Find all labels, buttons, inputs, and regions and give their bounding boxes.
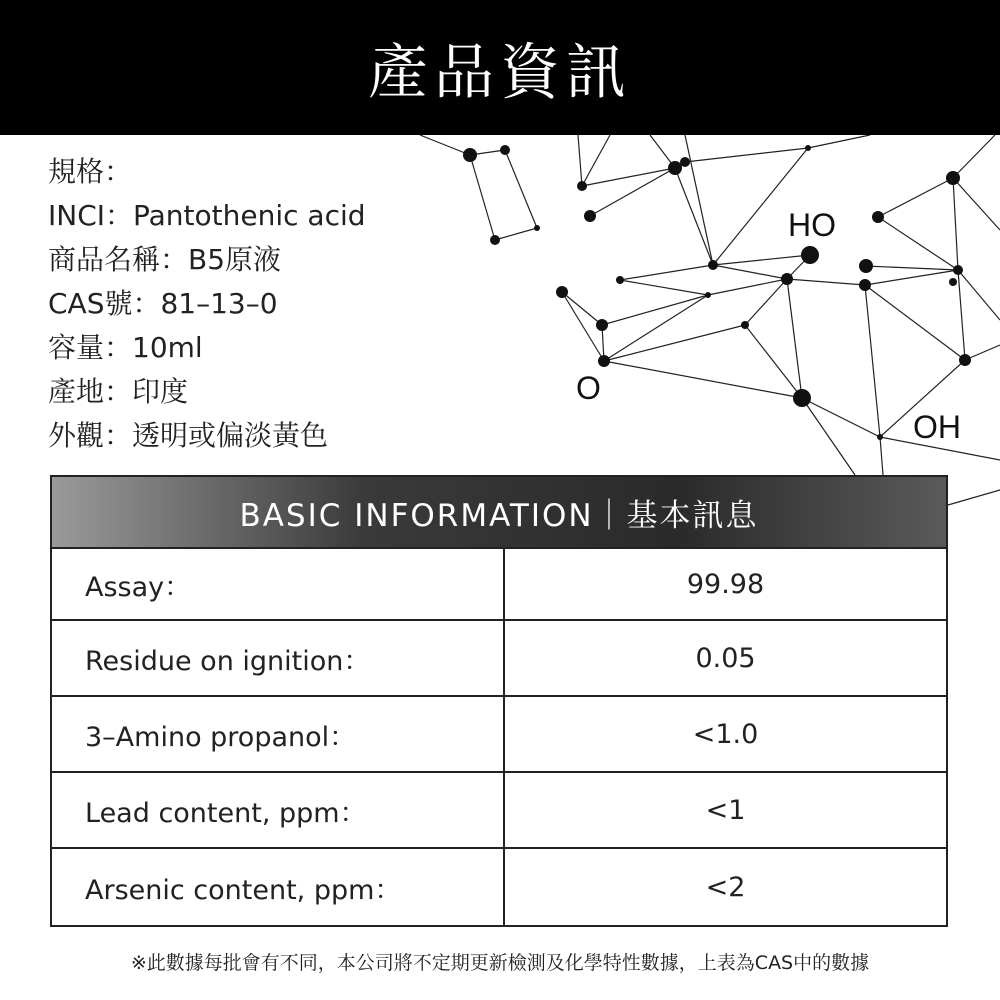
basic-info-table — [50, 475, 948, 927]
row-label: Arsenic content, ppm： — [52, 849, 505, 925]
spec-row-spec — [48, 150, 366, 194]
spec-row-origin — [48, 370, 366, 414]
spec-row-inci — [48, 194, 366, 238]
spec-key: 產地： — [48, 375, 133, 408]
table-row — [52, 849, 946, 925]
row-value: <1.0 — [692, 718, 759, 750]
footnote: ※此數據每批會有不同，本公司將不定期更新檢測及化學特性數據，上表為CAS中的數據 — [130, 952, 870, 974]
row-value: <1 — [705, 794, 746, 826]
spec-key: 外觀： — [48, 419, 133, 452]
spec-key: 規格： — [48, 155, 133, 188]
spec-key: CAS號： — [48, 287, 161, 320]
spec-value: 81–13–0 — [160, 287, 278, 320]
page-header — [0, 0, 1000, 135]
table-row — [52, 697, 946, 773]
spec-row-cas — [48, 282, 366, 326]
row-label: 3–Amino propanol： — [52, 697, 505, 771]
spec-row-volume — [48, 326, 366, 370]
row-value: 0.05 — [695, 642, 756, 674]
row-label: Lead content, ppm： — [52, 773, 505, 847]
molecule-label-ho: HO — [788, 207, 836, 243]
spec-value: 透明或偏淡黃色 — [132, 419, 329, 452]
spec-key: 商品名稱： — [48, 243, 189, 276]
row-label: Assay： — [52, 549, 505, 619]
spec-value: Pantothenic acid — [133, 199, 366, 232]
spec-list — [48, 150, 366, 458]
row-value: <2 — [705, 871, 746, 903]
molecule-label-o: O — [576, 370, 601, 406]
table-row — [52, 549, 946, 621]
row-label: Residue on ignition： — [52, 621, 505, 695]
spec-row-product-name — [48, 238, 366, 282]
spec-value: 印度 — [132, 375, 189, 408]
molecule-label-oh: OH — [913, 409, 961, 445]
spec-value: 10ml — [132, 331, 203, 364]
spec-row-appearance — [48, 414, 366, 458]
table-title: BASIC INFORMATION｜基本訊息 — [52, 477, 946, 549]
row-value: 99.98 — [686, 568, 765, 600]
table-row — [52, 621, 946, 697]
table-row — [52, 773, 946, 849]
spec-key: INCI： — [48, 199, 134, 232]
spec-value: B5原液 — [188, 243, 282, 276]
page-title: 產品資訊 — [368, 37, 632, 108]
spec-key: 容量： — [48, 331, 133, 364]
